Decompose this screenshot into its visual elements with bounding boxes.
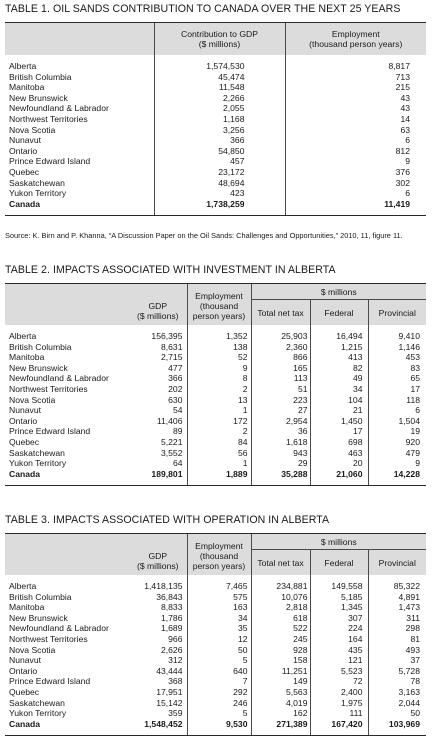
cell-gdp: 36,843 [156, 591, 183, 602]
cell-gdp: 1,738,259 [154, 199, 285, 210]
cell-gdp: 11,406 [156, 415, 183, 426]
cell-emp: 246 [187, 698, 251, 709]
table-row [5, 363, 426, 374]
cell-gdp: 23,172 [154, 167, 285, 178]
table-row [5, 188, 426, 199]
table2-header-federal: Federal [310, 300, 368, 325]
cell-fed: 435 [310, 645, 368, 656]
region-name: British Columbia [9, 341, 72, 352]
cell-emp: 35 [187, 623, 251, 634]
cell-prov: 3,163 [368, 687, 426, 698]
region-name: Northwest Territories [9, 633, 88, 644]
table-row [5, 178, 426, 189]
cell-prov: 493 [368, 645, 426, 656]
cell-emp: 172 [187, 416, 251, 427]
table-row [5, 167, 426, 178]
cell-prov: 298 [368, 623, 426, 634]
cell-prov: 19 [368, 426, 426, 437]
cell-emp: 2 [187, 384, 251, 395]
cell-gdp: 8,631 [160, 341, 183, 352]
cell-gdp: 1,418,135 [144, 581, 183, 591]
cell-tax: 2,954 [251, 416, 310, 427]
cell-tax: 165 [251, 363, 310, 374]
table1-header-row [5, 23, 426, 56]
cell-tax: 51 [251, 384, 310, 395]
table-row [5, 416, 426, 427]
cell-gdp: 64 [172, 458, 183, 469]
region-name: Canada [9, 718, 41, 729]
region-name: Nunavut [9, 135, 42, 146]
cell-emp: 8 [187, 373, 251, 384]
cell-emp: 163 [187, 602, 251, 613]
table-row [5, 61, 426, 72]
cell-gdp: 11,548 [154, 82, 285, 93]
cell-prov: 1,146 [368, 342, 426, 353]
table-row [5, 156, 426, 167]
region-name: British Columbia [9, 71, 72, 82]
region-name: New Brunswick [9, 362, 68, 373]
table2-header-provincial: Provincial [368, 300, 426, 325]
table-row [5, 93, 426, 104]
table-row [5, 613, 426, 624]
region-name: Nunavut [9, 655, 42, 666]
cell-emp: 34 [187, 613, 251, 624]
table-row [5, 666, 426, 677]
cell-tax: 36 [251, 426, 310, 437]
table-row [5, 602, 426, 613]
cell-fed: 82 [310, 363, 368, 374]
cell-prov: 9,410 [368, 331, 426, 342]
cell-gdp: 2,266 [154, 93, 285, 104]
table-row [5, 103, 426, 114]
cell-prov: 65 [368, 373, 426, 384]
cell-gdp: 5,221 [160, 436, 183, 447]
table3-header-row-1 [5, 534, 426, 550]
table2-header-blank [5, 284, 129, 326]
cell-emp: 376 [285, 167, 426, 178]
cell-prov: 118 [368, 395, 426, 406]
cell-tax: 234,881 [251, 581, 310, 592]
cell-fed: 34 [310, 384, 368, 395]
cell-tax: 27 [251, 405, 310, 416]
region-name: Northwest Territories [9, 113, 88, 124]
cell-tax: 29 [251, 458, 310, 469]
cell-gdp: 312 [168, 655, 183, 666]
cell-emp: 640 [187, 666, 251, 677]
cell-emp: 6 [285, 135, 426, 146]
table-row [5, 426, 426, 437]
cell-gdp: 1,168 [154, 114, 285, 125]
cell-emp: 9 [187, 363, 251, 374]
region-name: Newfoundland & Labrador [9, 103, 109, 114]
region-name: Quebec [9, 686, 40, 697]
cell-tax: 928 [251, 645, 310, 656]
table-row [5, 708, 426, 719]
table2-header-millions: $ millions [251, 284, 426, 300]
cell-emp: 9,530 [187, 719, 251, 730]
cell-emp: 9 [285, 156, 426, 167]
cell-prov: 2,044 [368, 698, 426, 709]
cell-prov: 85,322 [368, 581, 426, 592]
cell-gdp: 966 [168, 633, 183, 644]
table-row [5, 458, 426, 469]
table-row [5, 342, 426, 353]
region-name: New Brunswick [9, 92, 68, 103]
cell-fed: 1,975 [310, 698, 368, 709]
cell-gdp: 2,055 [154, 103, 285, 114]
table-row [5, 125, 426, 136]
cell-gdp: 15,142 [156, 697, 183, 708]
cell-gdp: 3,256 [154, 125, 285, 136]
cell-emp: 5 [187, 708, 251, 719]
cell-emp: 1,352 [187, 331, 251, 342]
cell-gdp: 630 [168, 394, 183, 405]
region-name: Newfoundland & Labrador [9, 623, 109, 634]
cell-fed: 1,345 [310, 602, 368, 613]
cell-prov: 17 [368, 384, 426, 395]
cell-fed: 16,494 [310, 331, 368, 342]
cell-tax: 158 [251, 655, 310, 666]
cell-gdp: 54,850 [154, 146, 285, 157]
region-name: New Brunswick [9, 612, 68, 623]
region-name: Saskatchewan [9, 177, 65, 188]
region-name: Ontario [9, 415, 38, 426]
cell-gdp: 1,548,452 [144, 718, 183, 729]
cell-prov: 479 [368, 448, 426, 459]
cell-emp: 11,419 [285, 199, 426, 210]
region-name: Ontario [9, 665, 38, 676]
cell-gdp: 1,786 [160, 612, 183, 623]
cell-gdp: 2,715 [160, 352, 183, 363]
cell-tax: 4,019 [251, 698, 310, 709]
cell-gdp: 3,552 [160, 447, 183, 458]
cell-fed: 1,450 [310, 416, 368, 427]
cell-emp: 52 [187, 352, 251, 363]
cell-gdp: 359 [168, 708, 183, 719]
cell-gdp: 48,694 [154, 178, 285, 189]
cell-fed: 5,523 [310, 666, 368, 677]
region-name: British Columbia [9, 591, 72, 602]
region-name: Nunavut [9, 405, 42, 416]
cell-fed: 413 [310, 352, 368, 363]
table3-header-gdp: GDP ($ millions) [129, 534, 187, 576]
table1-source-note: Source: K. Birn and P. Khanna, “A Discussion Paper on the Oil Sands: Challenges and Opportunities,” 2010, 11, figure 11. [5, 231, 403, 240]
cell-fed: 1,215 [310, 342, 368, 353]
region-name: Alberta [9, 581, 37, 591]
table-row [5, 331, 426, 342]
cell-fed: 463 [310, 448, 368, 459]
cell-emp: 14 [285, 114, 426, 125]
cell-tax: 10,076 [251, 592, 310, 603]
cell-prov: 4,891 [368, 592, 426, 603]
cell-emp: 43 [285, 103, 426, 114]
cell-prov: 14,228 [368, 469, 426, 480]
cell-fed: 224 [310, 623, 368, 634]
table-row [5, 698, 426, 709]
table3-header-employment: Employment (thousand person years) [187, 534, 251, 576]
cell-prov: 37 [368, 655, 426, 666]
cell-fed: 20 [310, 458, 368, 469]
cell-emp: 1 [187, 458, 251, 469]
region-name: Newfoundland & Labrador [9, 373, 109, 384]
cell-gdp: 189,801 [151, 468, 183, 479]
cell-fed: 49 [310, 373, 368, 384]
cell-gdp: 17,951 [156, 686, 183, 697]
cell-tax: 223 [251, 395, 310, 406]
total-row [5, 719, 426, 730]
cell-emp: 812 [285, 146, 426, 157]
cell-emp: 13 [187, 395, 251, 406]
cell-gdp: 89 [172, 426, 183, 437]
table-row [5, 146, 426, 157]
cell-fed: 72 [310, 676, 368, 687]
total-row [5, 199, 426, 210]
cell-gdp: 54 [172, 405, 183, 416]
cell-emp: 713 [285, 72, 426, 83]
table-row [5, 72, 426, 83]
cell-emp: 7,465 [187, 581, 251, 592]
cell-emp: 12 [187, 634, 251, 645]
cell-gdp: 1,574,530 [154, 61, 285, 72]
region-name: Prince Edward Island [9, 426, 91, 437]
region-name: Canada [9, 468, 41, 479]
region-name: Ontario [9, 145, 38, 156]
cell-emp: 84 [187, 437, 251, 448]
cell-gdp: 43,444 [156, 665, 183, 676]
table-row [5, 655, 426, 666]
cell-emp: 50 [187, 645, 251, 656]
region-name: Alberta [9, 331, 37, 341]
region-name: Manitoba [9, 82, 45, 93]
cell-prov: 1,473 [368, 602, 426, 613]
cell-emp: 575 [187, 592, 251, 603]
table-row [5, 405, 426, 416]
cell-fed: 149,558 [310, 581, 368, 592]
table3-header-federal: Federal [310, 550, 368, 575]
table-row [5, 448, 426, 459]
cell-emp: 1 [187, 405, 251, 416]
cell-gdp: 457 [154, 156, 285, 167]
cell-prov: 311 [368, 613, 426, 624]
table1-header-blank [5, 23, 154, 56]
cell-prov: 6 [368, 405, 426, 416]
region-name: Prince Edward Island [9, 676, 91, 687]
table2-header-row-1 [5, 284, 426, 300]
table-row [5, 645, 426, 656]
region-name: Northwest Territories [9, 383, 88, 394]
table-row [5, 676, 426, 687]
cell-gdp: 368 [168, 676, 183, 687]
table-row [5, 135, 426, 146]
total-row [5, 469, 426, 480]
region-name: Yukon Territory [9, 708, 67, 719]
cell-prov: 78 [368, 676, 426, 687]
cell-fed: 21,060 [310, 469, 368, 480]
cell-tax: 618 [251, 613, 310, 624]
cell-prov: 920 [368, 437, 426, 448]
table-row [5, 634, 426, 645]
cell-gdp: 2,626 [160, 644, 183, 655]
cell-fed: 111 [310, 708, 368, 719]
cell-tax: 11,251 [251, 666, 310, 677]
cell-tax: 162 [251, 708, 310, 719]
cell-prov: 83 [368, 363, 426, 374]
region-name: Saskatchewan [9, 447, 65, 458]
cell-tax: 2,818 [251, 602, 310, 613]
region-name: Quebec [9, 436, 40, 447]
table3-title: TABLE 3. IMPACTS ASSOCIATED WITH OPERATION IN ALBERTA [5, 514, 330, 526]
cell-fed: 2,400 [310, 687, 368, 698]
cell-tax: 1,618 [251, 437, 310, 448]
table2 [5, 283, 426, 486]
cell-emp: 302 [285, 178, 426, 189]
table-row [5, 623, 426, 634]
cell-fed: 104 [310, 395, 368, 406]
region-name: Canada [9, 198, 41, 209]
cell-gdp: 1,689 [160, 623, 183, 634]
cell-fed: 21 [310, 405, 368, 416]
region-name: Yukon Territory [9, 188, 67, 199]
region-name: Prince Edward Island [9, 156, 91, 167]
cell-emp: 7 [187, 676, 251, 687]
region-name: Nova Scotia [9, 394, 56, 405]
table-row [5, 592, 426, 603]
cell-gdp: 45,474 [154, 72, 285, 83]
cell-gdp: 156,395 [151, 331, 183, 341]
cell-tax: 943 [251, 448, 310, 459]
table-row [5, 384, 426, 395]
cell-tax: 113 [251, 373, 310, 384]
cell-emp: 2 [187, 426, 251, 437]
table-row [5, 581, 426, 592]
table-row [5, 82, 426, 93]
region-name: Alberta [9, 61, 37, 71]
cell-gdp: 477 [168, 362, 183, 373]
region-name: Nova Scotia [9, 124, 56, 135]
cell-emp: 56 [187, 448, 251, 459]
cell-prov: 5,728 [368, 666, 426, 677]
cell-prov: 50 [368, 708, 426, 719]
cell-fed: 121 [310, 655, 368, 666]
table-row [5, 437, 426, 448]
cell-emp: 43 [285, 93, 426, 104]
table3-header-provincial: Provincial [368, 550, 426, 575]
cell-tax: 271,389 [251, 719, 310, 730]
cell-emp: 8,817 [285, 61, 426, 72]
table3-header-net-tax: Total net tax [251, 550, 310, 575]
cell-emp: 292 [187, 687, 251, 698]
table3 [5, 533, 426, 736]
cell-tax: 5,563 [251, 687, 310, 698]
table1 [5, 22, 426, 216]
table3-header-millions: $ millions [251, 534, 426, 550]
table2-header-gdp: GDP ($ millions) [129, 284, 187, 326]
table1-header-gdp: Contribution to GDP ($ millions) [154, 23, 285, 56]
cell-fed: 17 [310, 426, 368, 437]
table-row [5, 373, 426, 384]
region-name: Nova Scotia [9, 644, 56, 655]
cell-prov: 103,969 [368, 719, 426, 730]
cell-emp: 138 [187, 342, 251, 353]
cell-tax: 245 [251, 634, 310, 645]
region-name: Yukon Territory [9, 458, 67, 469]
table-row [5, 395, 426, 406]
region-name: Manitoba [9, 352, 45, 363]
cell-emp: 6 [285, 188, 426, 199]
cell-gdp: 366 [154, 135, 285, 146]
cell-emp: 63 [285, 125, 426, 136]
cell-fed: 698 [310, 437, 368, 448]
table1-title: TABLE 1. OIL SANDS CONTRIBUTION TO CANADA OVER THE NEXT 25 YEARS [5, 3, 401, 15]
cell-tax: 2,360 [251, 342, 310, 353]
table-row [5, 687, 426, 698]
cell-prov: 81 [368, 634, 426, 645]
region-name: Quebec [9, 166, 40, 177]
cell-tax: 522 [251, 623, 310, 634]
cell-fed: 307 [310, 613, 368, 624]
cell-fed: 167,420 [310, 719, 368, 730]
cell-gdp: 423 [154, 188, 285, 199]
cell-gdp: 8,833 [160, 602, 183, 613]
cell-emp: 1,889 [187, 469, 251, 480]
table2-header-employment: Employment (thousand person years) [187, 284, 251, 326]
cell-prov: 1,504 [368, 416, 426, 427]
cell-prov: 9 [368, 458, 426, 469]
cell-emp: 5 [187, 655, 251, 666]
table1-header-employment: Employment (thousand person years) [285, 23, 426, 56]
cell-gdp: 202 [168, 383, 183, 394]
cell-tax: 25,903 [251, 331, 310, 342]
cell-fed: 164 [310, 634, 368, 645]
table-row [5, 114, 426, 125]
region-name: Saskatchewan [9, 697, 65, 708]
region-name: Manitoba [9, 602, 45, 613]
table2-header-net-tax: Total net tax [251, 300, 310, 325]
table3-header-blank [5, 534, 129, 576]
cell-gdp: 366 [168, 373, 183, 384]
cell-prov: 453 [368, 352, 426, 363]
table-row [5, 352, 426, 363]
cell-emp: 215 [285, 82, 426, 93]
cell-tax: 149 [251, 676, 310, 687]
cell-tax: 866 [251, 352, 310, 363]
cell-tax: 35,288 [251, 469, 310, 480]
cell-fed: 5,185 [310, 592, 368, 603]
table2-title: TABLE 2. IMPACTS ASSOCIATED WITH INVESTMENT IN ALBERTA [5, 264, 336, 276]
